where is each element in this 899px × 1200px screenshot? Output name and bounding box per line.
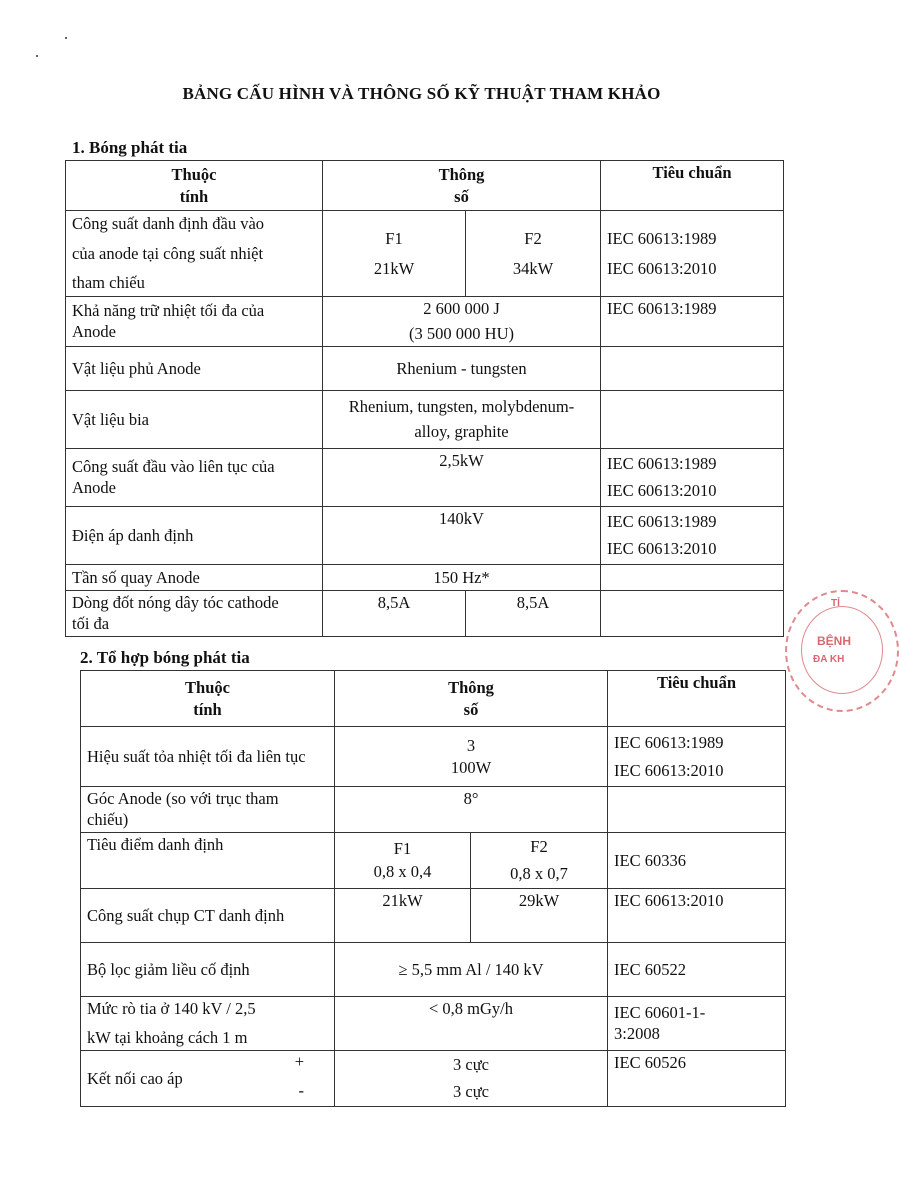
table-row — [81, 787, 786, 833]
spec-cell: 3 cực 3 cực — [335, 1050, 608, 1106]
tube-assembly-spec-table — [80, 670, 786, 1107]
attribute-cell: Vật liệu phủ Anode — [66, 346, 323, 390]
header-spec: Thông số — [323, 161, 601, 211]
standard-cell — [601, 390, 784, 448]
f2-cell: F2 34kW — [466, 211, 601, 297]
stamp-text-top: TỈ — [831, 598, 840, 609]
spec-cell: < 0,8 mGy/h — [335, 996, 608, 1050]
standard-cell — [601, 346, 784, 390]
attribute-cell: Khả năng trữ nhiệt tối đa của Anode — [66, 297, 323, 347]
table-row — [81, 996, 786, 1050]
spec-cell: Rhenium, tungsten, molybdenum- alloy, graphite — [323, 390, 601, 448]
f1-cell: F1 21kW — [323, 211, 466, 297]
stamp-text-bottom: ĐA KH — [813, 654, 845, 665]
table-row — [66, 211, 784, 297]
table-row — [81, 888, 786, 942]
table-row — [66, 297, 784, 347]
attribute-cell: Công suất danh định đầu vào của anode tại công suất nhiệt tham chiếu — [66, 211, 323, 297]
header-spec: Thông số — [335, 671, 608, 727]
standard-cell: IEC 60613:1989 IEC 60613:2010 — [601, 211, 784, 297]
standard-cell: IEC 60613:1989 IEC 60613:2010 — [601, 448, 784, 506]
attribute-cell: Công suất đầu vào liên tục của Anode — [66, 448, 323, 506]
speck-mark — [36, 55, 38, 57]
f1-cell: F1 0,8 x 0,4 — [335, 832, 471, 888]
table-row — [81, 1050, 786, 1106]
f1-cell: 21kW — [335, 888, 471, 942]
header-attribute: Thuộc tính — [81, 671, 335, 727]
document-title: BẢNG CẤU HÌNH VÀ THÔNG SỐ KỸ THUẬT THAM KHẢO — [182, 84, 661, 103]
stamp-text-mid: BỆNH — [817, 634, 852, 648]
table-row — [81, 942, 786, 996]
header-attribute: Thuộc tính — [66, 161, 323, 211]
positive-sign: + — [294, 1051, 304, 1071]
spec-cell: 2,5kW — [323, 448, 601, 506]
f1-cell: 8,5A — [323, 590, 466, 636]
header-standard: Tiêu chuẩn — [601, 161, 784, 211]
header-standard: Tiêu chuẩn — [608, 671, 786, 727]
attribute-cell: Hiệu suất tỏa nhiệt tối đa liên tục — [81, 727, 335, 787]
spec-cell: 150 Hz* — [323, 564, 601, 590]
f2-cell: 29kW — [471, 888, 608, 942]
table-row — [66, 390, 784, 448]
attribute-cell: Bộ lọc giảm liều cố định — [81, 942, 335, 996]
table-row — [81, 832, 786, 888]
table-row — [66, 590, 784, 636]
tube-spec-table — [65, 160, 784, 637]
f2-cell: F2 0,8 x 0,7 — [471, 832, 608, 888]
section-1-title: 1. Bóng phát tia — [72, 138, 188, 157]
official-stamp — [785, 590, 899, 712]
spec-cell: Rhenium - tungsten — [323, 346, 601, 390]
spec-cell: 2 600 000 J (3 500 000 HU) — [323, 297, 601, 347]
f2-cell: 8,5A — [466, 590, 601, 636]
attribute-cell: Vật liệu bia — [66, 390, 323, 448]
standard-cell: IEC 60601-1- 3:2008 — [608, 996, 786, 1050]
standard-cell: IEC 60526 — [608, 1050, 786, 1106]
spec-cell: 3 100W — [335, 727, 608, 787]
standard-cell — [601, 590, 784, 636]
speck-mark — [65, 37, 67, 39]
standard-cell — [608, 787, 786, 833]
attribute-cell: Tần số quay Anode — [66, 564, 323, 590]
table-row — [66, 346, 784, 390]
standard-cell: IEC 60613:1989 IEC 60613:2010 — [601, 506, 784, 564]
attribute-cell: Công suất chụp CT danh định — [81, 888, 335, 942]
attribute-cell: Dòng đốt nóng dây tóc cathode tối đa — [66, 590, 323, 636]
standard-cell — [601, 564, 784, 590]
standard-cell: IEC 60522 — [608, 942, 786, 996]
standard-cell: IEC 60336 — [608, 832, 786, 888]
attribute-cell: Mức rò tia ở 140 kV / 2,5 kW tại khoảng cách 1 m — [81, 996, 335, 1050]
stamp-inner-ring — [801, 606, 883, 694]
spec-cell: 8° — [335, 787, 608, 833]
table-header-row — [81, 671, 786, 727]
table-row — [66, 448, 784, 506]
table-row — [66, 506, 784, 564]
table-row — [66, 564, 784, 590]
attribute-cell: Kết nối cao áp + - — [81, 1050, 335, 1106]
standard-cell: IEC 60613:1989 — [601, 297, 784, 347]
attribute-cell: Góc Anode (so với trục tham chiếu) — [81, 787, 335, 833]
spec-cell: 140kV — [323, 506, 601, 564]
attribute-cell: Tiêu điểm danh định — [81, 832, 335, 888]
table-header-row — [66, 161, 784, 211]
table-row — [81, 727, 786, 787]
negative-sign: - — [298, 1081, 304, 1101]
standard-cell: IEC 60613:1989 IEC 60613:2010 — [608, 727, 786, 787]
attribute-cell: Điện áp danh định — [66, 506, 323, 564]
spec-cell: ≥ 5,5 mm Al / 140 kV — [335, 942, 608, 996]
standard-cell: IEC 60613:2010 — [608, 888, 786, 942]
section-2-title: 2. Tổ hợp bóng phát tia — [80, 648, 250, 667]
